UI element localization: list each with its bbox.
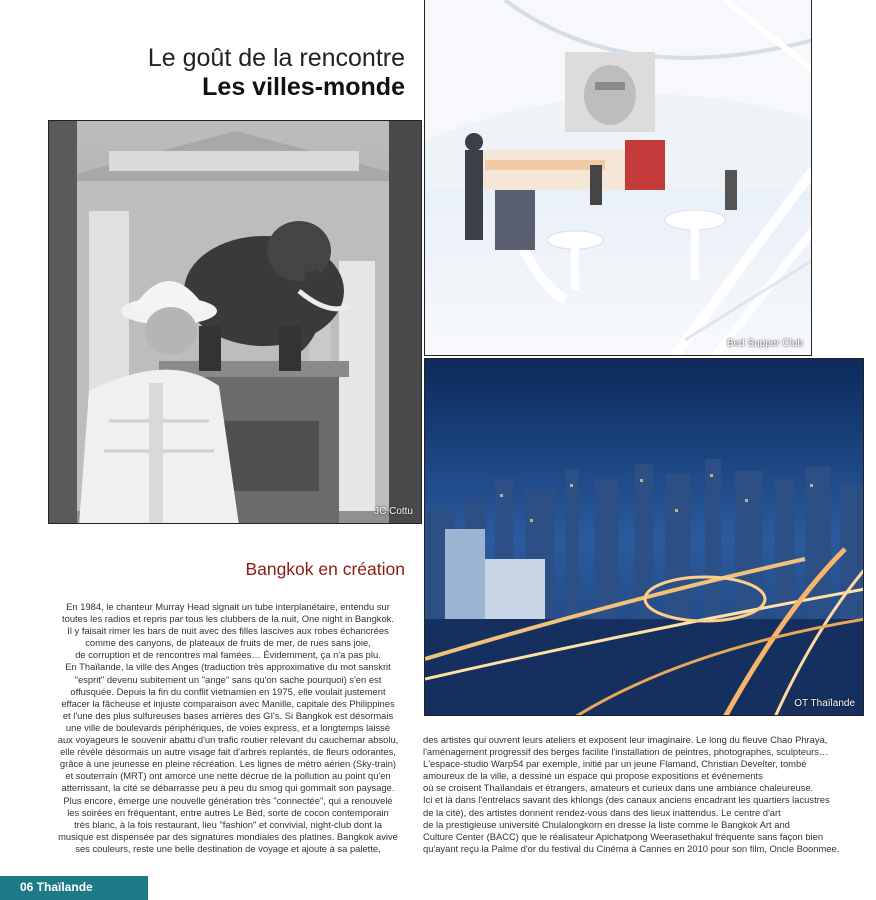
text-line: Ici et là dans l'entrelacs savant des khlongs (des canaux anciens encadrant les quartiers lacustres xyxy=(423,794,830,806)
text-line: offusquée. Depuis la fin du conflit vietnamien en 1975, elle voulait justement xyxy=(70,685,386,697)
text-line: elle révèle désormais un autre visage fait d'arbres replantés, de fleurs odorantes, xyxy=(60,746,396,758)
text-line: L'espace-studio Warp54 par exemple, initié par un jeune Flamand, Christian Develter, tombé xyxy=(423,758,807,770)
text-line: où se croisent Thaïlandais et étrangers, amateurs et curieux dans une ambiance chaleureuse. xyxy=(423,782,814,794)
text-line: "esprit" devenu subitement un "ange" sans qu'on sache pourquoi) s'en est xyxy=(74,673,382,685)
text-line: musique est dispensée par des signatures mondiales des platines. Bangkok avive xyxy=(58,830,398,842)
text-line: qu'ayant reçu la Palme d'or du festival du Cinéma à Cannes en 2010 pour son film, Oncle Boonmee. xyxy=(423,842,840,854)
text-line: l'aménagement progressif des berges facilite l'installation de peintres, photographes, sculpteurs… xyxy=(423,746,829,758)
text-line: Plus encore, émerge une nouvelle génération très "connectée", qui a renouvelé xyxy=(63,794,393,806)
text-line: En 1984, le chanteur Murray Head signait un tube interplanétaire, entendu sur xyxy=(66,601,390,612)
title-line-1: Le goût de la rencontre xyxy=(147,44,405,72)
text-line: En Thaïlande, la ville des Anges (traduction très approximative du mot sanskrit xyxy=(65,661,391,673)
text-line: des artistes qui ouvrent leurs ateliers et exposent leur imaginaire. Le long du fleuve Chao Phraya, xyxy=(423,734,828,745)
text-line: atterrissant, la cité se débarrasse peu à peu du smog qui gommait son paysage. xyxy=(61,782,395,794)
article-right-column xyxy=(423,734,863,855)
text-line: toutes les radios et repris par tous les clubbers de la nuit, One night in Bangkok. xyxy=(62,613,394,625)
text-line: une ville de boulevards périphériques, de voies express, et a longtemps laissé xyxy=(65,721,391,733)
city-photo xyxy=(424,358,864,716)
text-line: Culture Center (BACC) que le réalisateur Apichatpong Weerasethakul fréquente sans façon bien xyxy=(423,830,824,842)
text-line: comme des canyons, de plateaux de fruits de mer, de rues sans joie, xyxy=(85,637,371,649)
text-line: aux voyageurs le souvenir abattu d'un trafic routier relevant du cauchemar absolu, xyxy=(57,734,399,746)
text-line: ses couleurs, reste une belle destination de voyage et ajoute à sa palette, xyxy=(75,842,381,854)
article-left-column xyxy=(50,601,406,855)
club-photo-art xyxy=(425,0,812,356)
text-line: et l'une des plus sulfureuses bases arrières des GI's. Si Bangkok est désormais xyxy=(62,709,394,721)
club-photo-credit: Bed Supper Club xyxy=(726,338,803,349)
text-line: les soirées en fréquentant, entre autres Le Bed, sorte de cocon contemporain xyxy=(67,806,389,818)
text-line: de la prestigieuse université Chulalongkorn en dresse la liste comme le Bangkok Art and xyxy=(423,818,790,830)
text-line: de la cité), des artistes donnent rendez-vous dans des lieux inattendus. Le centre d'art xyxy=(423,806,781,818)
text-line: amoureux de la ville, a dessiné un espace qui propose expositions et événements xyxy=(423,770,763,782)
footer-page-label: 06 Thaïlande xyxy=(20,880,93,894)
guard-photo xyxy=(48,120,422,524)
guard-photo-credit: JC Cottu xyxy=(374,506,413,517)
city-photo-credit: OT Thaïlande xyxy=(794,698,855,709)
text-line: de corruption et de rencontres mal famées… Évidemment, ça n'a pas plu. xyxy=(75,649,381,661)
text-line: très blanc, à la fois restaurant, lieu "fashion" et convivial, night-club dont la xyxy=(74,818,382,830)
guard-photo-art xyxy=(49,121,422,524)
text-line: et souterrain (MRT) ont amorcé une nette décrue de la pollution au point qu'en xyxy=(65,770,391,782)
text-line: Il y faisait rimer les bars de nuit avec des filles lascives aux robes échancrées xyxy=(67,625,389,637)
city-photo-art xyxy=(425,359,864,716)
text-line: grâce à une jeunesse en pleine récréation. Les lignes de métro aérien (Sky-train) xyxy=(59,758,397,770)
club-photo xyxy=(424,0,812,356)
text-line: effacer la fâcheuse et injuste comparaison avec Manille, capitale des Philippines xyxy=(61,697,395,709)
section-heading: Bangkok en création xyxy=(245,559,405,579)
title-line-2: Les villes-monde xyxy=(202,73,405,101)
